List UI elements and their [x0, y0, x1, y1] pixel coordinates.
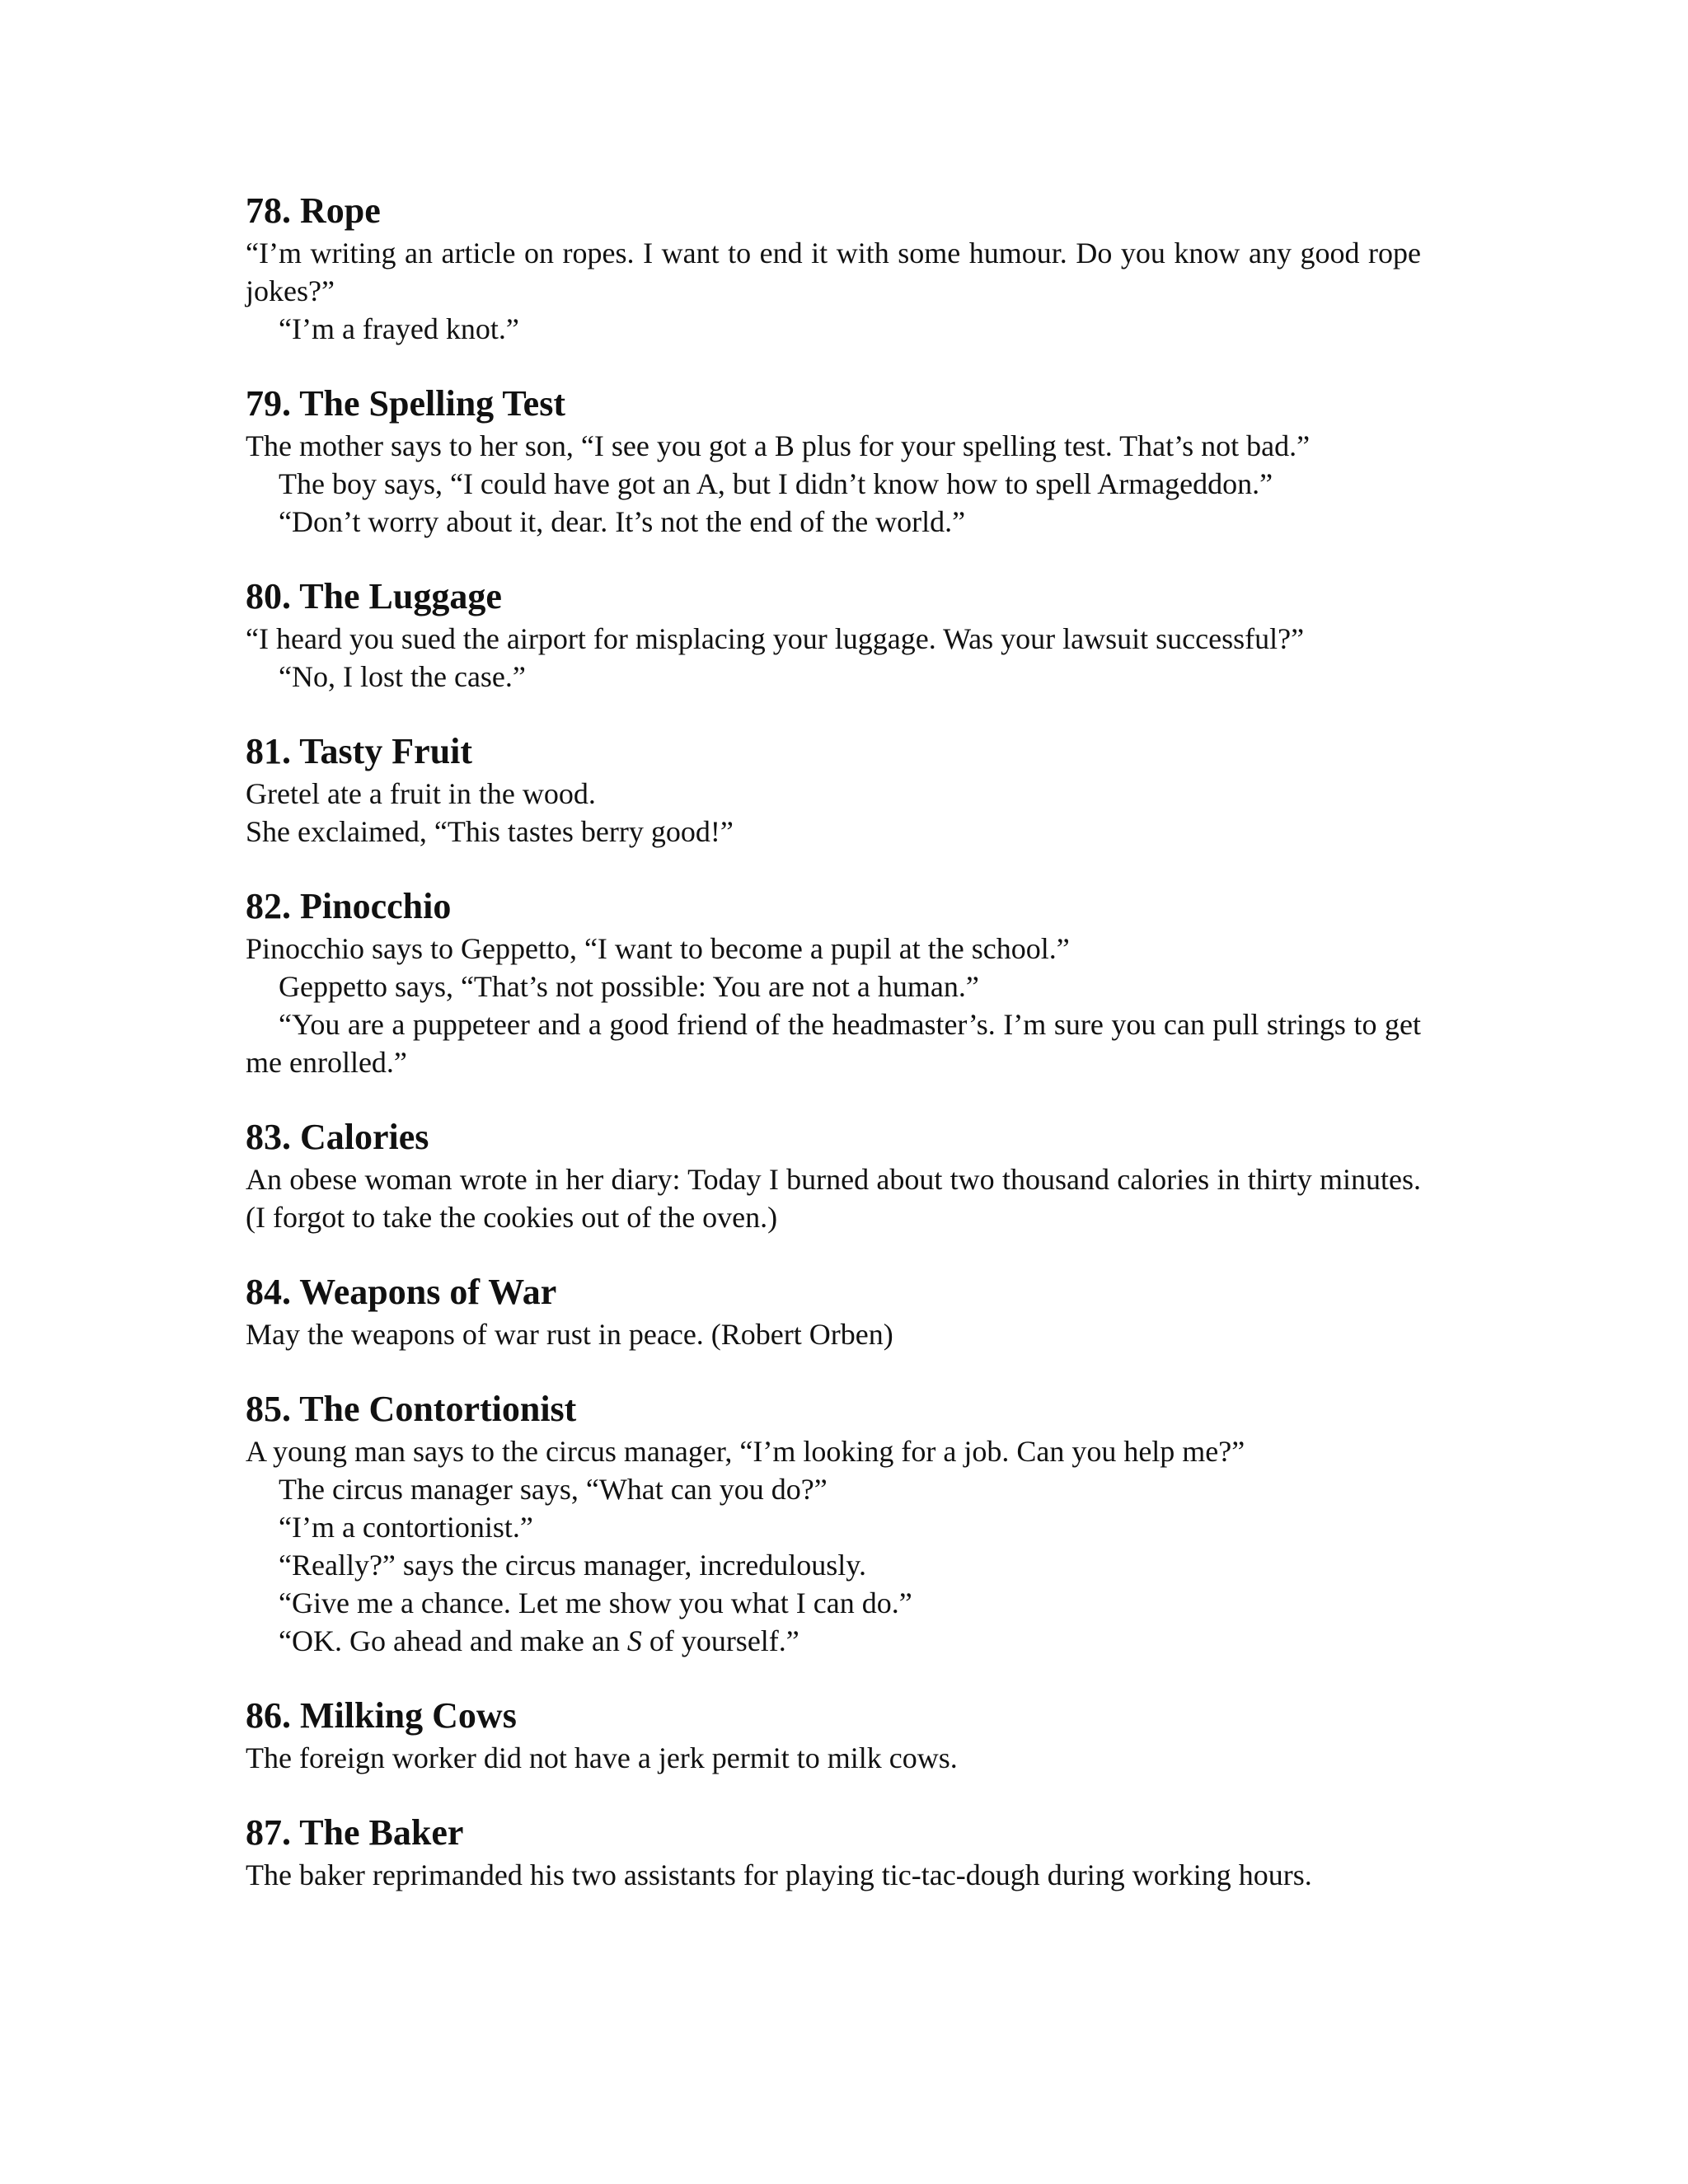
joke-paragraph: The foreign worker did not have a jerk permit to milk cows. [246, 1741, 958, 1774]
joke-paragraph: The baker reprimanded his two assistants for playing tic-tac-dough during working hours. [246, 1858, 1312, 1891]
joke-paragraph: “Really?” says the circus manager, incredulously. [279, 1549, 866, 1582]
joke-paragraph: “You are a puppeteer and a good friend of the headmaster’s. I’m sure you can pull strings to get me enrolled.” [246, 1008, 1421, 1079]
joke-pinocchio [246, 883, 1421, 1081]
joke-paragraph: She exclaimed, “This tastes berry good!” [246, 815, 734, 848]
joke-milking-cows [246, 1693, 1421, 1777]
joke-paragraph: An obese woman wrote in her diary: Today I burned about two thousand calories in thirty minutes. (I forgot to take the cookies out of the oven.) [246, 1163, 1421, 1234]
joke-tasty-fruit [246, 729, 1421, 851]
joke-title: 82. Pinocchio [246, 886, 452, 926]
joke-title: 81. Tasty Fruit [246, 731, 473, 771]
joke-weapons-of-war [246, 1269, 1421, 1353]
document-page [246, 188, 1421, 1927]
joke-paragraph: May the weapons of war rust in peace. (Robert Orben) [246, 1318, 893, 1351]
joke-title: 86. Milking Cows [246, 1695, 517, 1736]
joke-title: 87. The Baker [246, 1812, 464, 1853]
joke-title: 80. The Luggage [246, 576, 502, 616]
text-segment: “OK. Go ahead and make an [279, 1624, 627, 1657]
joke-paragraph [246, 1622, 1421, 1660]
joke-baker [246, 1810, 1421, 1894]
joke-paragraph: “Give me a chance. Let me show you what I can do.” [279, 1586, 912, 1619]
joke-luggage [246, 574, 1421, 696]
joke-rope [246, 188, 1421, 348]
joke-title: 85. The Contortionist [246, 1389, 577, 1429]
joke-contortionist [246, 1386, 1421, 1660]
joke-paragraph: The boy says, “I could have got an A, but I didn’t know how to spell Armageddon.” [279, 467, 1273, 500]
joke-title: 78. Rope [246, 190, 381, 231]
text-segment: of yourself.” [641, 1624, 799, 1657]
joke-paragraph: Pinocchio says to Geppetto, “I want to become a pupil at the school.” [246, 932, 1070, 965]
joke-paragraph: A young man says to the circus manager, “I’m looking for a job. Can you help me?” [246, 1435, 1245, 1468]
joke-title: 84. Weapons of War [246, 1272, 557, 1312]
joke-title: 79. The Spelling Test [246, 383, 565, 424]
joke-paragraph: Geppetto says, “That’s not possible: You are not a human.” [279, 970, 979, 1003]
joke-paragraph: “No, I lost the case.” [279, 660, 526, 693]
joke-paragraph: “I heard you sued the airport for misplacing your luggage. Was your lawsuit successful?” [246, 622, 1305, 655]
joke-title: 83. Calories [246, 1117, 429, 1157]
joke-paragraph: The mother says to her son, “I see you got a B plus for your spelling test. That’s not bad.” [246, 429, 1311, 462]
joke-paragraph: “I’m a frayed knot.” [279, 312, 519, 345]
joke-paragraph: The circus manager says, “What can you do?” [279, 1473, 828, 1506]
joke-paragraph: Gretel ate a fruit in the wood. [246, 777, 596, 810]
joke-paragraph: “I’m writing an article on ropes. I want to end it with some humour. Do you know any good rope jokes?” [246, 237, 1421, 307]
italic-letter: S [626, 1624, 642, 1657]
joke-calories [246, 1114, 1421, 1236]
joke-spelling-test [246, 381, 1421, 541]
joke-paragraph: “I’m a contortionist.” [279, 1511, 533, 1544]
joke-paragraph: “Don’t worry about it, dear. It’s not the end of the world.” [279, 505, 966, 538]
